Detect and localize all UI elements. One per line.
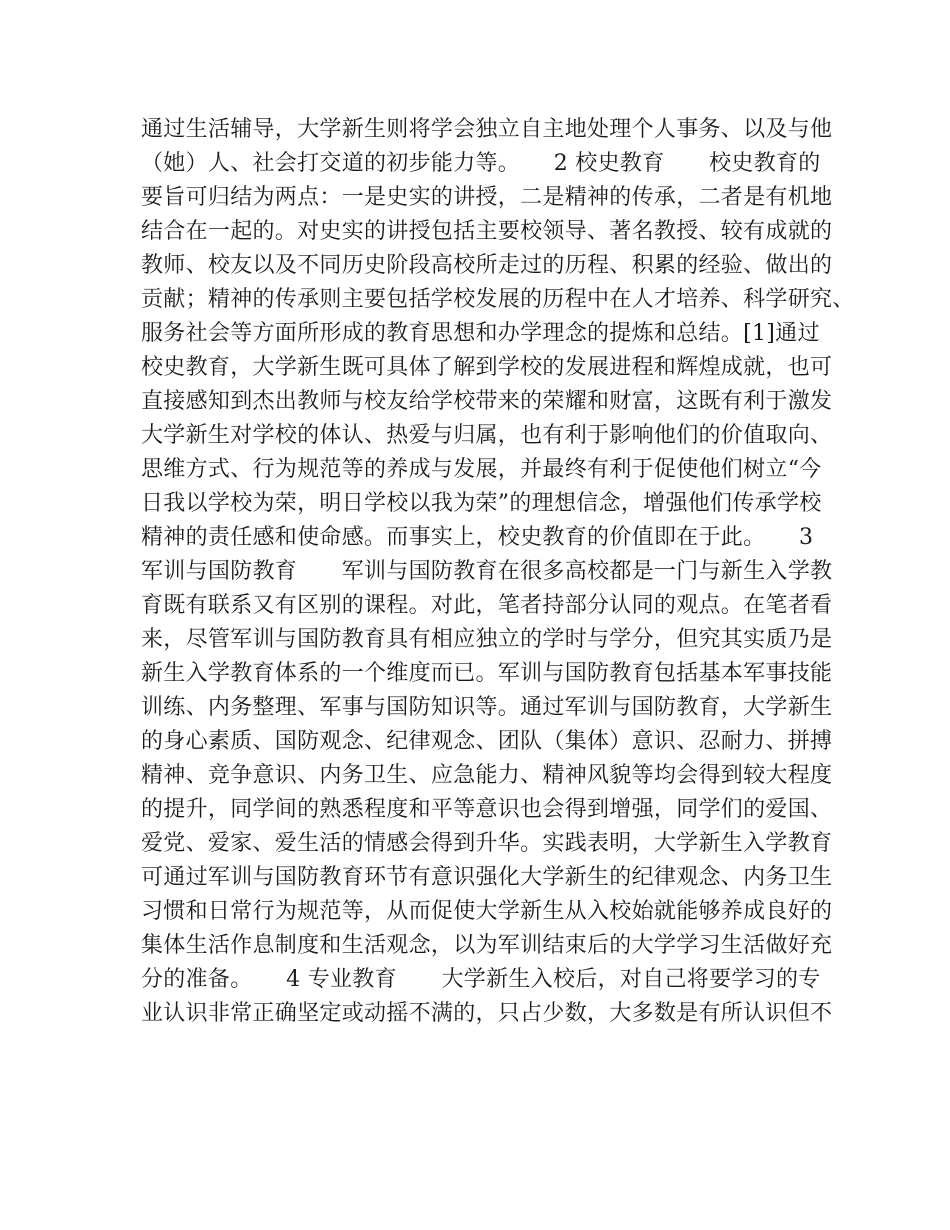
text-line: 来，尽管军训与国防教育具有相应独立的学时与学分，但究其实质乃是 xyxy=(141,627,833,652)
text-line: 要旨可归结为两点：一是史实的讲授，二是精神的传承，二者是有机地 xyxy=(141,185,833,210)
text-line: 思维方式、行为规范等的养成与发展，并最终有利于促使他们树立“今 xyxy=(141,457,822,482)
body-text xyxy=(141,113,855,1031)
text-line: 训练、内务整理、军事与国防知识等。通过军训与国防教育，大学新生 xyxy=(141,695,833,720)
text-line: 通过生活辅导，大学新生则将学会独立自主地处理个人事务、以及与他 xyxy=(141,117,833,142)
text-line: 教师、校友以及不同历史阶段高校所走过的历程、积累的经验、做出的 xyxy=(141,253,833,278)
text-line: （她）人、社会打交道的初步能力等。 2 校史教育 校史教育的 xyxy=(141,151,821,176)
text-line: 新生入学教育体系的一个维度而已。军训与国防教育包括基本军事技能 xyxy=(141,661,833,686)
text-line: 育既有联系又有区别的课程。对此，笔者持部分认同的观点。在笔者看 xyxy=(141,593,833,618)
text-line: 精神、竞争意识、内务卫生、应急能力、精神风貌等均会得到较大程度 xyxy=(141,763,833,788)
text-line: 直接感知到杰出教师与校友给学校带来的荣耀和财富，这既有利于激发 xyxy=(141,389,833,414)
text-line: 爱党、爱家、爱生活的情感会得到升华。实践表明，大学新生入学教育 xyxy=(141,831,833,856)
text-line: 可通过军训与国防教育环节有意识强化大学新生的纪律观念、内务卫生 xyxy=(141,865,833,890)
text-line: 的提升，同学间的熟悉程度和平等意识也会得到增强，同学们的爱国、 xyxy=(141,797,833,822)
text-line: 的身心素质、国防观念、纪律观念、团队（集体）意识、忍耐力、拼搏 xyxy=(141,729,833,754)
text-line: 大学新生对学校的体认、热爱与归属，也有利于影响他们的价值取向、 xyxy=(141,423,833,448)
text-line: 习惯和日常行为规范等，从而促使大学新生从入校始就能够养成良好的 xyxy=(141,899,833,924)
text-line: 服务社会等方面所形成的教育思想和办学理念的提炼和总结。[1]通过 xyxy=(141,321,820,346)
text-line: 贡献；精神的传承则主要包括学校发展的历程中在人才培养、科学研究、 xyxy=(141,287,855,312)
text-line: 精神的责任感和使命感。而事实上，校史教育的价值即在于此。 3 xyxy=(141,525,814,550)
text-line: 分的准备。 4 专业教育 大学新生入校后，对自己将要学习的专 xyxy=(141,967,821,992)
text-line: 结合在一起的。对史实的讲授包括主要校领导、著名教授、较有成就的 xyxy=(141,219,833,244)
text-line: 日我以学校为荣，明日学校以我为荣”的理想信念，增强他们传承学校 xyxy=(141,491,822,516)
text-line: 业认识非常正确坚定或动摇不满的，只占少数，大多数是有所认识但不 xyxy=(141,1001,833,1026)
text-line: 军训与国防教育 军训与国防教育在很多高校都是一门与新生入学教 xyxy=(141,559,833,584)
text-line: 集体生活作息制度和生活观念，以为军训结束后的大学学习生活做好充 xyxy=(141,933,833,958)
text-line: 校史教育，大学新生既可具体了解到学校的发展进程和辉煌成就，也可 xyxy=(141,355,833,380)
